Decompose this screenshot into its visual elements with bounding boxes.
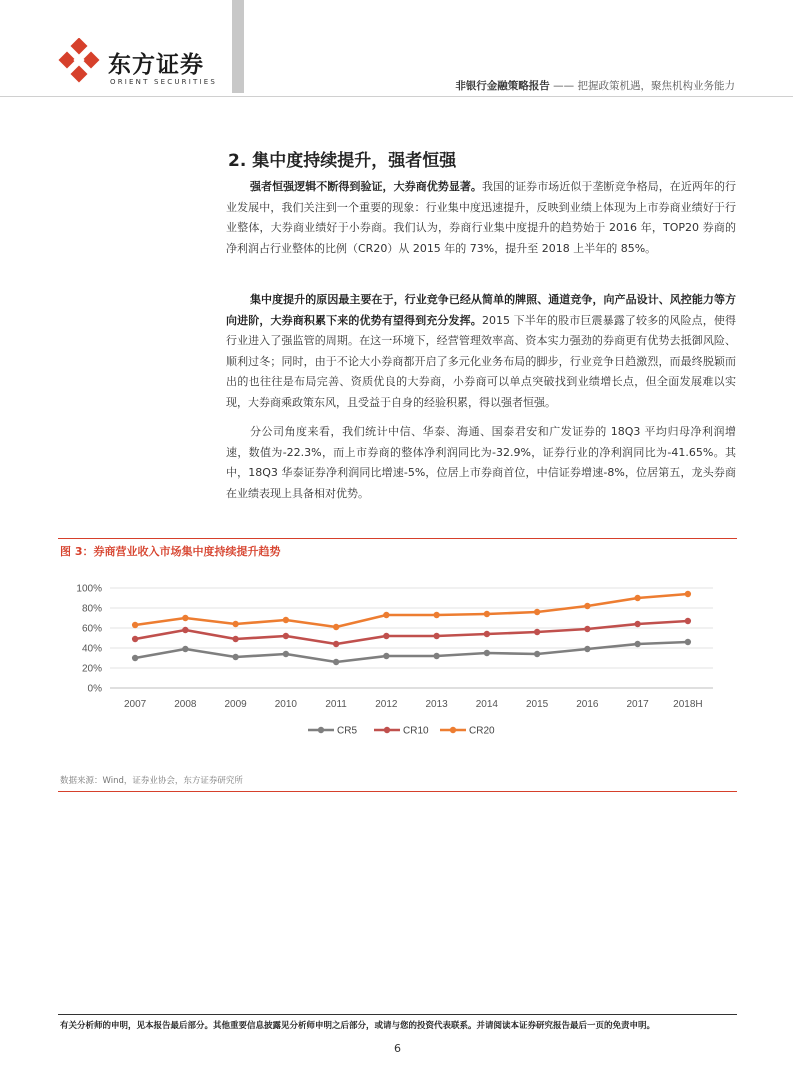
x-tick-label: 2007 (124, 699, 147, 710)
x-tick-label: 2011 (325, 699, 347, 710)
data-point-cr10 (584, 626, 590, 632)
data-point-cr5 (132, 655, 138, 661)
data-point-cr20 (584, 603, 590, 609)
figure-title: 图 3：券商营业收入市场集中度持续提升趋势 (60, 545, 281, 558)
data-point-cr5 (383, 653, 389, 659)
report-subtitle: —— 把握政策机遇，聚焦机构业务能力 (553, 80, 735, 92)
data-point-cr20 (685, 591, 691, 597)
legend-marker-cr20 (450, 727, 456, 733)
paragraph-1 (226, 177, 736, 259)
x-tick-label: 2012 (375, 699, 398, 710)
data-point-cr10 (283, 633, 289, 639)
paragraph-3-body: 分公司角度来看，我们统计中信、华泰、海通、国泰君安和广发证券的 18Q3 平均归母净利润增速，数值为-22.3%，而上市券商的整体净利润同比为-32.9%，证券行业的净利润同比为-41.65%。其中，18Q3 华泰证券净利润同比增速-5%，位居上市券商首位，中信证券增速-8%，位居第五，龙头券商在业绩表现上具备相对优势。 (226, 425, 736, 500)
paragraph-2-lead: 集中度提升的原因最主要在于，行业竞争已经从简单的牌照、通道竞争，向产品设计、风控能力等方向进阶，大券商积累下来的优势有望得到充分发挥。 (226, 293, 736, 327)
data-point-cr20 (433, 612, 439, 618)
data-point-cr20 (182, 615, 188, 621)
figure-source: 数据来源：Wind，证券业协会，东方证券研究所 (60, 776, 243, 786)
series-line-cr10 (135, 621, 688, 644)
paragraph-1-lead: 强者恒强逻辑不断得到验证，大券商优势显著。 (250, 180, 482, 193)
figure-bottom-rule (58, 791, 737, 792)
footer-divider (58, 1014, 737, 1015)
concentration-line-chart (58, 560, 737, 765)
data-point-cr10 (383, 633, 389, 639)
series-line-cr5 (135, 642, 688, 662)
data-point-cr10 (634, 621, 640, 627)
header-divider (0, 96, 793, 97)
data-point-cr10 (484, 631, 490, 637)
legend-label-cr5: CR5 (337, 725, 358, 737)
data-point-cr20 (132, 622, 138, 628)
data-point-cr10 (333, 641, 339, 647)
paragraph-2-body: 2015 下半年的股市巨震暴露了较多的风险点，使得行业进入了强监管的周期。在这一环境下，经营管理效率高、资本实力强劲的券商更有优势去抵御风险、顺利过冬；同时，由于不论大小券商都开启了多元化业务布局的脚步，行业竞争日趋激烈，而最终脱颖而出的也往往是布局完善、资质优良的大券商，小券商可以单点突破找到业绩增长点，但全面发展难以实现，大券商乘政策东风，且受益于自身的经验积累，得以强者恒强。 (226, 313, 737, 409)
paragraph-1-body: 我国的证券市场近似于垄断竞争格局，在近两年的行业发展中，我们关注到一个重要的现象：行业集中度迅速提升，反映到业绩上体现为上市券商业绩好于行业整体，大券商业绩好于小券商。我们认为，券商行业集中度提升的趋势始于 2016 年，TOP20 券商的净利润占行业整体的比例（CR20）从 2015 年的 73%，提升至 2018 上半年的 85%。 (226, 180, 737, 255)
data-point-cr5 (685, 639, 691, 645)
data-point-cr20 (283, 617, 289, 623)
y-tick-label: 60% (81, 623, 102, 635)
data-point-cr10 (685, 618, 691, 624)
x-tick-label: 2008 (174, 699, 197, 710)
logo-mark-icon (56, 38, 102, 84)
data-point-cr5 (333, 659, 339, 665)
paragraph-3 (226, 422, 736, 504)
data-point-cr5 (534, 651, 540, 657)
logo-name: 东方证券 (108, 52, 204, 78)
legend-marker-cr10 (384, 727, 390, 733)
data-point-cr20 (383, 612, 389, 618)
data-point-cr20 (534, 609, 540, 615)
y-tick-label: 80% (81, 603, 102, 615)
data-point-cr10 (534, 629, 540, 635)
paragraph-2 (226, 290, 736, 413)
data-point-cr10 (433, 633, 439, 639)
x-tick-label: 2018H (673, 699, 703, 710)
y-tick-label: 40% (81, 643, 102, 655)
data-point-cr10 (232, 636, 238, 642)
y-tick-label: 100% (76, 583, 102, 595)
logo-english-name: ORIENT SECURITIES (110, 78, 218, 86)
header-decoration-bar (232, 0, 244, 93)
legend-label-cr10: CR10 (403, 725, 429, 737)
data-point-cr20 (333, 624, 339, 630)
data-point-cr5 (232, 654, 238, 660)
data-point-cr10 (132, 636, 138, 642)
x-tick-label: 2015 (526, 699, 549, 710)
series-line-cr20 (135, 594, 688, 627)
data-point-cr5 (484, 650, 490, 656)
x-tick-label: 2009 (224, 699, 247, 710)
footer-disclaimer: 有关分析师的申明，见本报告最后部分。其他重要信息披露见分析师申明之后部分，或请与您的投资代表联系。并请阅读本证券研究报告最后一页的免责申明。 (60, 1021, 656, 1031)
section-title: 2. 集中度持续提升，强者恒强 (228, 151, 457, 171)
data-point-cr20 (634, 595, 640, 601)
x-tick-label: 2010 (274, 699, 297, 710)
figure-top-rule (58, 538, 737, 539)
data-point-cr5 (634, 641, 640, 647)
company-logo (56, 38, 216, 88)
data-point-cr5 (182, 646, 188, 652)
legend-label-cr20: CR20 (469, 725, 495, 737)
data-point-cr20 (232, 621, 238, 627)
data-point-cr5 (283, 651, 289, 657)
page-number: 6 (394, 1042, 401, 1055)
legend-marker-cr5 (318, 727, 324, 733)
data-point-cr5 (584, 646, 590, 652)
data-point-cr20 (484, 611, 490, 617)
x-tick-label: 2013 (425, 699, 448, 710)
y-tick-label: 20% (81, 663, 102, 675)
y-tick-label: 0% (87, 683, 102, 695)
report-header-title (455, 78, 735, 93)
x-tick-label: 2017 (626, 699, 649, 710)
report-category: 非银行金融策略报告 (455, 80, 550, 92)
data-point-cr10 (182, 627, 188, 633)
data-point-cr5 (433, 653, 439, 659)
x-tick-label: 2016 (576, 699, 599, 710)
x-tick-label: 2014 (475, 699, 498, 710)
